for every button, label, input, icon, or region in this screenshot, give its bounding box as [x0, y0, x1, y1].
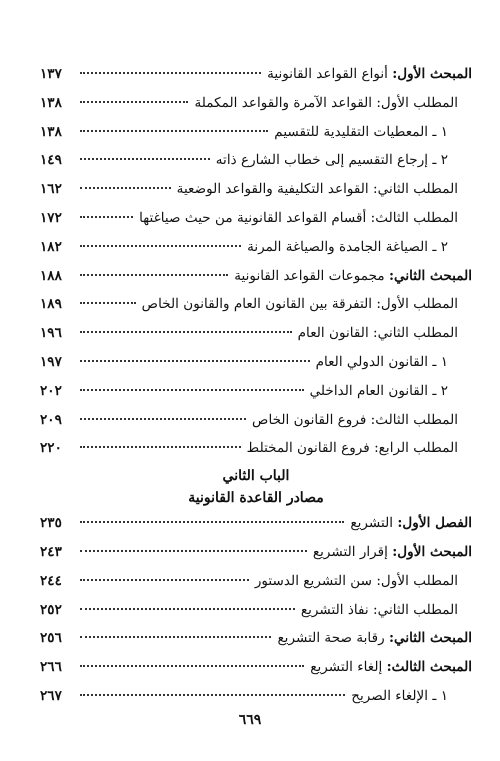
toc-entry [40, 624, 472, 653]
toc-entry-title: ١ ـ القانون الدولي العام [315, 353, 448, 370]
toc-entry-title: إقرار التشريع [312, 543, 388, 560]
toc-entry-page: ٢٦٧ [40, 687, 62, 704]
toc-entry [40, 89, 472, 118]
dot-leader [80, 301, 136, 304]
toc-entry [40, 406, 472, 435]
toc-entry-page: ٢٤٣ [40, 543, 62, 560]
toc-entry [40, 538, 472, 567]
toc-entry-page: ١٣٨ [40, 123, 62, 140]
toc-entry-title: إلغاء التشريع [310, 659, 383, 676]
toc-entry-page: ١٨٨ [40, 267, 62, 284]
toc-entry-page: ١٩٦ [40, 325, 62, 342]
dot-leader [80, 273, 228, 276]
toc-entry-title: ٢ ـ الصياغة الجامدة والصياغة المرنة [247, 238, 448, 255]
toc-entry [40, 233, 472, 262]
dot-leader [80, 549, 307, 552]
dot-leader [80, 330, 292, 333]
toc-entry-page: ٢٥٦ [40, 630, 62, 647]
toc-entry-title: مجموعات القواعد القانونية [234, 267, 385, 284]
toc-entry-prefix: المبحث الأول: [392, 66, 472, 82]
toc-entry-page: ١٩٧ [40, 353, 62, 370]
dot-leader [80, 607, 295, 610]
toc-entry-title: المطلب الأول: سن التشريع الدستور [254, 572, 458, 589]
toc-entry-prefix: المبحث الثاني: [388, 267, 472, 284]
toc-entry [40, 60, 472, 89]
toc-entry [40, 596, 472, 625]
toc-entry-title: أنواع القواعد القانونية [267, 66, 388, 82]
toc-entry [40, 377, 472, 406]
toc-entry [40, 290, 472, 319]
part-title: الباب الثاني [222, 468, 290, 485]
dot-leader [80, 186, 171, 189]
toc-entry-page: ١٣٨ [40, 94, 62, 111]
dot-leader [80, 693, 345, 696]
toc-entry [40, 434, 472, 463]
toc-entry-page: ٢٤٤ [40, 572, 62, 589]
toc-entry-title: ١ ـ الإلغاء الصريح [351, 687, 448, 704]
toc-entry-title: المطلب الثاني: القواعد التكليفية والقواعد الوضعية [176, 181, 458, 198]
toc-entry-title: المطلب الثاني: القانون العام [297, 325, 458, 342]
toc-entry [40, 509, 472, 538]
toc-entry [40, 319, 472, 348]
dot-leader [80, 578, 249, 581]
dot-leader [80, 215, 133, 218]
toc-entry-page: ١٨٢ [40, 238, 62, 255]
toc-entry-page: ٢٢٠ [40, 440, 62, 457]
dot-leader [80, 129, 268, 132]
toc-entry-page: ١٨٩ [40, 296, 62, 313]
toc-entry-page: ٢٥٢ [40, 601, 62, 618]
toc-entry-page: ١٣٧ [40, 66, 62, 82]
toc-entry-title: ١ ـ المعطيات التقليدية للتقسيم [274, 123, 448, 140]
toc-entry-title: رقابة صحة التشريع [277, 630, 385, 647]
toc-entry [40, 567, 472, 596]
toc-entry-prefix: المبحث الثالث: [386, 659, 472, 676]
dot-leader [80, 71, 261, 74]
toc-entry-page: ٢٠٩ [40, 411, 62, 428]
toc-entry [40, 348, 472, 377]
toc-entry-prefix: المبحث الأول: [392, 543, 472, 560]
toc-entry [40, 175, 472, 204]
page-number: ٦٦٩ [238, 712, 262, 728]
toc-entry-title: المطلب الأول: التفرقة بين القانون العام والقانون الخاص [141, 296, 458, 313]
dot-leader [80, 244, 241, 247]
toc-entry-title: التشريع [350, 515, 394, 532]
toc-entry-page: ٢٦٦ [40, 659, 62, 676]
toc-entry [40, 653, 472, 682]
toc-entry [40, 204, 472, 233]
toc-entry [40, 118, 472, 147]
toc-entry [40, 262, 472, 291]
dot-leader [80, 445, 241, 448]
dot-leader [80, 664, 304, 667]
dot-leader [80, 157, 210, 160]
toc-entry-title: المطلب الرابع: فروع القانون المختلط [246, 440, 458, 457]
dot-leader [80, 417, 246, 420]
toc-entry [40, 682, 472, 711]
toc-entry-page: ٢٠٢ [40, 382, 62, 399]
toc-entry-page: ١٦٢ [40, 181, 62, 198]
toc-entry [40, 146, 472, 175]
dot-leader [80, 100, 188, 103]
dot-leader [80, 520, 344, 523]
part-subtitle: مصادر القاعدة القانونية [188, 490, 324, 507]
toc-entry-title: المطلب الأول: القواعد الآمرة والقواعد المكملة [194, 94, 458, 111]
toc-entry-page: ١٧٢ [40, 209, 62, 226]
toc-entry-title: المطلب الثالث: أقسام القواعد القانونية من حيث صياغتها [139, 209, 458, 226]
toc-entry-title: المطلب الثالث: فروع القانون الخاص [252, 411, 458, 428]
toc-entry-prefix: الفصل الأول: [397, 515, 472, 532]
dot-leader [80, 635, 271, 638]
toc-entry-page: ٢٣٥ [40, 515, 62, 532]
dot-leader [80, 388, 304, 391]
toc-entry-prefix: المبحث الثاني: [388, 630, 472, 647]
toc-entry-title: ٢ ـ القانون العام الداخلي [309, 382, 448, 399]
toc-entry-title: المطلب الثاني: نفاذ التشريع [300, 601, 458, 618]
dot-leader [80, 359, 310, 362]
table-of-contents [40, 60, 472, 711]
toc-entry-title: ٢ ـ إرجاع التقسيم إلى خطاب الشارع ذاته [215, 152, 448, 169]
toc-entry-page: ١٤٩ [40, 152, 62, 169]
